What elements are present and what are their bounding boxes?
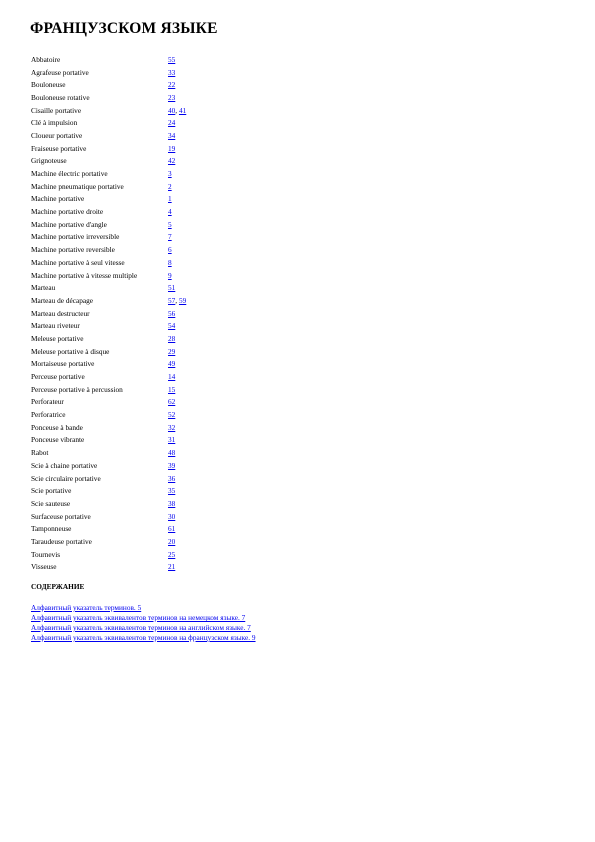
index-pages — [168, 358, 186, 371]
page-link[interactable]: 15 — [168, 384, 176, 394]
index-row — [31, 218, 186, 231]
index-term: Marteau riveteur — [31, 321, 80, 331]
page-link[interactable]: 21 — [168, 562, 176, 572]
index-term: Mortaiseuse portative — [31, 359, 95, 369]
contents-heading: СОДЕРЖАНИЕ — [31, 582, 85, 591]
index-term: Ponceuse à bande — [31, 422, 83, 432]
index-row — [31, 104, 186, 117]
index-pages — [168, 332, 186, 345]
index-pages — [168, 472, 186, 485]
index-term: Tournevis — [31, 549, 61, 559]
page-link[interactable]: 61 — [168, 524, 176, 534]
index-row — [31, 193, 186, 206]
page-link[interactable]: 56 — [168, 308, 176, 318]
index-row — [31, 332, 186, 345]
index-term: Machine portative irreversible — [31, 232, 120, 242]
index-row — [31, 548, 186, 561]
index-row — [31, 66, 186, 79]
index-row — [31, 243, 186, 256]
index-row — [31, 408, 186, 421]
page-link[interactable]: 28 — [168, 333, 176, 343]
index-row — [31, 446, 186, 459]
page-link[interactable]: 62 — [168, 397, 176, 407]
index-term: Scie sauteuse — [31, 498, 71, 508]
index-row — [31, 269, 186, 282]
index-row — [31, 510, 186, 523]
index-row — [31, 256, 186, 269]
index-row — [31, 307, 186, 320]
index-pages: 40, 41 — [168, 105, 187, 115]
index-row — [31, 167, 186, 180]
index-term: Scie circulaire portative — [31, 473, 101, 483]
page-link[interactable]: 49 — [168, 359, 176, 369]
page-link[interactable]: 42 — [168, 156, 176, 166]
index-term: Surfaceuse portative — [31, 511, 91, 521]
index-pages — [168, 408, 186, 421]
page-link[interactable]: 34 — [168, 130, 176, 140]
index-term: Marteau destructeur — [31, 308, 90, 318]
page-link[interactable]: 7 — [168, 232, 172, 242]
page-link[interactable]: 3 — [168, 169, 172, 179]
index-row — [31, 53, 186, 66]
page-title: ФРАНЦУЗСКОМ ЯЗЫКЕ — [30, 20, 218, 37]
index-pages — [168, 383, 186, 396]
index-term: Grignoteuse — [31, 156, 67, 166]
index-pages — [168, 53, 186, 66]
index-row — [31, 231, 186, 244]
contents-link[interactable]: Алфавитный указатель эквивалентов терминов на английском языке. 7 — [31, 623, 251, 632]
index-term: Machine portative d'angle — [31, 219, 107, 229]
page-link[interactable]: 48 — [168, 448, 176, 458]
index-term: Machine électric portative — [31, 169, 108, 179]
index-row — [31, 421, 186, 434]
index-row — [31, 281, 186, 294]
index-pages — [168, 66, 186, 79]
index-row — [31, 434, 186, 447]
index-pages — [168, 205, 186, 218]
index-pages — [168, 421, 186, 434]
page-link[interactable]: 51 — [168, 283, 176, 293]
index-pages — [168, 231, 186, 244]
index-term: Cisaille portative — [31, 105, 82, 115]
page-link[interactable]: 9 — [168, 270, 172, 280]
contents-item — [31, 623, 256, 633]
index-term: Scie portative — [31, 486, 72, 496]
index-row — [31, 78, 186, 91]
index-row — [31, 370, 186, 383]
index-row — [31, 180, 186, 193]
index-term: Tamponneuse — [31, 524, 72, 534]
page-link[interactable]: 39 — [168, 460, 176, 470]
index-pages: 57, 59 — [168, 295, 187, 305]
index-pages — [168, 116, 186, 129]
index-term: Bouloneuse — [31, 80, 66, 90]
contents-item — [31, 633, 256, 643]
index-term: Perforateur — [31, 397, 64, 407]
index-term: Fraiseuse portative — [31, 143, 87, 153]
index-row — [31, 472, 186, 485]
index-pages — [168, 167, 186, 180]
page-link[interactable]: 59 — [178, 295, 187, 305]
term-index-body — [31, 53, 186, 573]
contents-link[interactable]: Алфавитный указатель эквивалентов терминов на французском языке. 9 — [31, 633, 256, 642]
page-link[interactable]: 19 — [168, 143, 176, 153]
page-link[interactable]: 5 — [168, 219, 172, 229]
index-row — [31, 396, 186, 409]
page-link[interactable]: 2 — [168, 181, 172, 191]
index-pages — [168, 446, 186, 459]
page-link[interactable]: 8 — [168, 257, 172, 267]
index-term: Scie à chaine portative — [31, 460, 98, 470]
index-row — [31, 294, 186, 307]
index-pages — [168, 91, 186, 104]
index-row — [31, 561, 186, 574]
page-link[interactable]: 4 — [168, 207, 172, 217]
contents-link[interactable]: Алфавитный указатель эквивалентов терминов на немецком языке. 7 — [31, 613, 246, 622]
index-pages — [168, 522, 186, 535]
page-link[interactable]: 35 — [168, 486, 176, 496]
index-term: Rabot — [31, 448, 49, 458]
index-pages — [168, 142, 186, 155]
index-term: Meleuse portative à disque — [31, 346, 110, 356]
index-term: Abbatoire — [31, 54, 61, 64]
index-pages — [168, 256, 186, 269]
index-pages — [168, 180, 186, 193]
index-row — [31, 129, 186, 142]
page-link[interactable]: 25 — [168, 549, 176, 559]
page-link[interactable]: 14 — [168, 372, 176, 382]
page-link[interactable]: 32 — [168, 422, 176, 432]
page-link[interactable]: 33 — [168, 67, 176, 77]
index-pages — [168, 497, 186, 510]
index-pages — [168, 243, 186, 256]
term-index-table — [31, 53, 186, 573]
index-pages — [168, 129, 186, 142]
index-term: Marteau de décapage — [31, 295, 93, 305]
index-pages — [168, 281, 186, 294]
index-term: Taraudeuse portative — [31, 536, 92, 546]
contents-item — [31, 603, 256, 613]
index-pages — [168, 319, 186, 332]
index-row — [31, 91, 186, 104]
index-pages — [168, 78, 186, 91]
index-pages — [168, 548, 186, 561]
index-term: Meleuse portative — [31, 333, 84, 343]
page-link[interactable]: 54 — [168, 321, 176, 331]
index-pages — [168, 370, 186, 383]
index-row — [31, 142, 186, 155]
index-term: Ponceuse vibrante — [31, 435, 85, 445]
index-row — [31, 497, 186, 510]
page-link[interactable]: 55 — [168, 54, 176, 64]
index-row — [31, 535, 186, 548]
index-term: Machine portative — [31, 194, 85, 204]
page-link[interactable]: 6 — [168, 245, 172, 255]
index-row — [31, 116, 186, 129]
page-link[interactable]: 36 — [168, 473, 176, 483]
index-term: Agrafeuse portative — [31, 67, 89, 77]
index-pages — [168, 269, 186, 282]
contents-list — [31, 603, 256, 643]
index-pages — [168, 155, 186, 168]
index-term: Machine portative droite — [31, 207, 104, 217]
page-link[interactable]: 40 — [168, 105, 176, 115]
index-term: Perceuse portative — [31, 372, 85, 382]
index-row — [31, 383, 186, 396]
index-row — [31, 319, 186, 332]
index-pages — [168, 510, 186, 523]
index-term: Cloueur portative — [31, 130, 83, 140]
index-row — [31, 459, 186, 472]
index-pages — [168, 218, 186, 231]
page-link[interactable]: 57 — [168, 295, 176, 305]
index-row — [31, 522, 186, 535]
index-pages — [168, 193, 186, 206]
index-term: Marteau — [31, 283, 56, 293]
index-row — [31, 345, 186, 358]
page-link[interactable]: 38 — [168, 498, 176, 508]
page-link[interactable]: 30 — [168, 511, 176, 521]
index-term: Perceuse portative à percussion — [31, 384, 123, 394]
index-pages — [168, 484, 186, 497]
index-term: Machine portative à vitesse multiple — [31, 270, 138, 280]
page-link[interactable]: 23 — [168, 92, 176, 102]
index-term: Clé à impulsion — [31, 118, 78, 128]
index-row — [31, 205, 186, 218]
index-pages — [168, 307, 186, 320]
page-link[interactable]: 22 — [168, 80, 176, 90]
index-pages — [168, 345, 186, 358]
page-link[interactable]: 24 — [168, 118, 176, 128]
index-term: Perforatrice — [31, 410, 66, 420]
page-link[interactable]: 20 — [168, 536, 176, 546]
index-term: Visseuse — [31, 562, 57, 572]
index-term: Machine portative reversible — [31, 245, 115, 255]
page-link[interactable]: 1 — [168, 194, 172, 204]
page-link[interactable]: 29 — [168, 346, 176, 356]
index-term: Bouloneuse rotative — [31, 92, 90, 102]
contents-link[interactable]: Алфавитный указатель терминов. 5 — [31, 603, 142, 612]
index-pages — [168, 434, 186, 447]
index-row — [31, 358, 186, 371]
page-link[interactable]: 31 — [168, 435, 176, 445]
contents-item — [31, 613, 256, 623]
index-row — [31, 155, 186, 168]
index-pages — [168, 535, 186, 548]
index-pages — [168, 396, 186, 409]
index-term: Machine portative à seul vitesse — [31, 257, 125, 267]
index-term: Machine pneumatique portative — [31, 181, 124, 191]
index-pages — [168, 561, 186, 574]
index-pages — [168, 459, 186, 472]
index-row — [31, 484, 186, 497]
page-link[interactable]: 52 — [168, 410, 176, 420]
page-link[interactable]: 41 — [178, 105, 187, 115]
